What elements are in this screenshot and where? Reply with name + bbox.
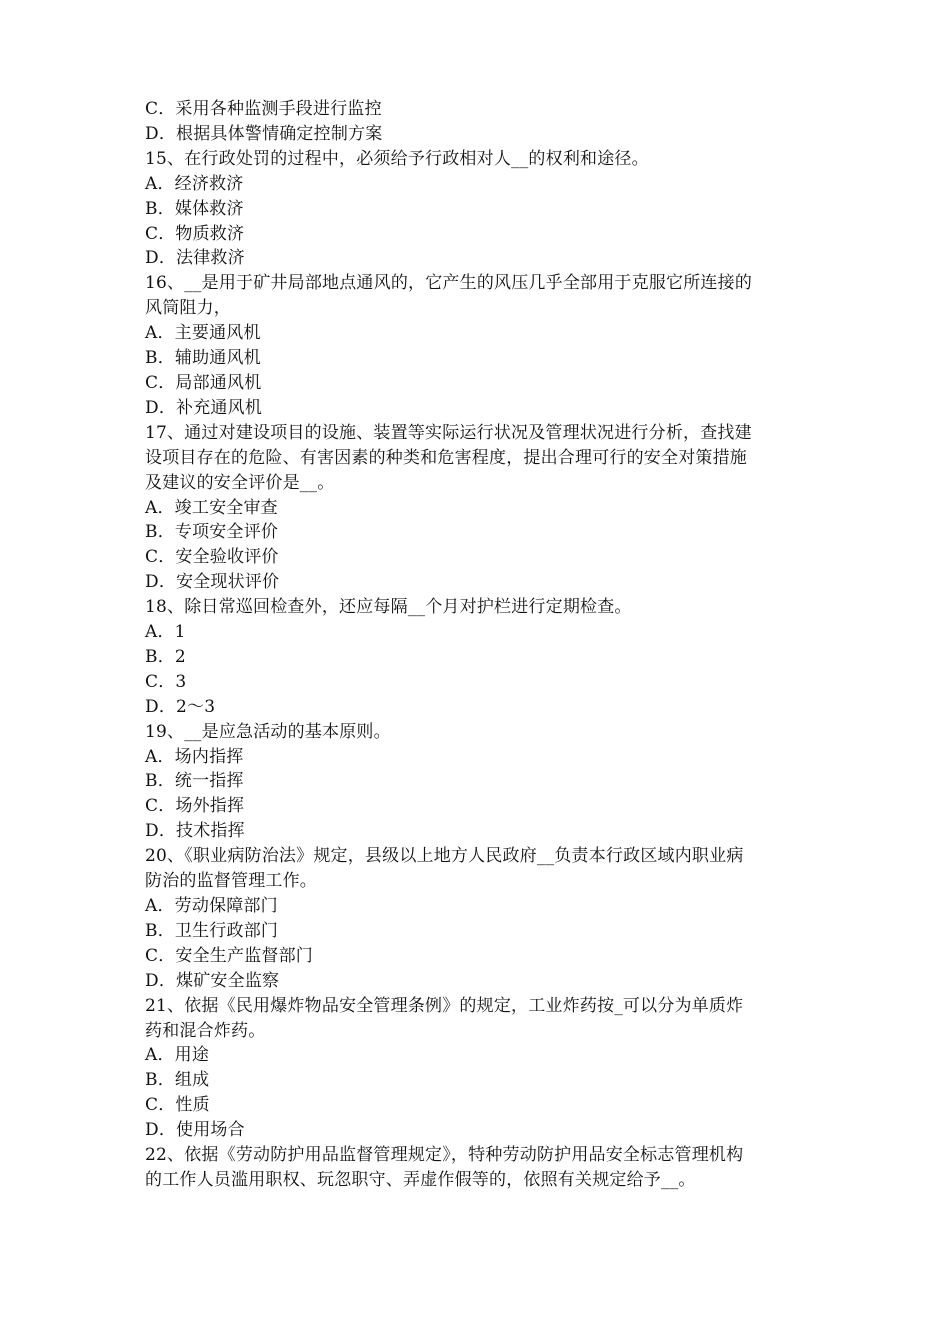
question-line: 的工作人员滥用职权、玩忽职守、弄虚作假等的，依照有关规定给予__。 (145, 1169, 696, 1190)
option-line: B．辅助通风机 (145, 348, 261, 369)
option-line: C．3 (145, 671, 187, 692)
option-line: C．安全验收评价 (145, 547, 279, 568)
question-line: 防治的监督管理工作。 (145, 871, 317, 892)
option-line: D．补充通风机 (145, 397, 263, 418)
question-line: 风筒阻力， (145, 298, 231, 319)
option-line: A．用途 (145, 1045, 210, 1066)
question-line: 19、__是应急活动的基本原则。 (145, 721, 391, 742)
question-line: 16、__是用于矿井局部地点通风的，它产生的风压几乎全部用于克服它所连接的 (145, 273, 753, 294)
question-line: 21、依据《民用爆炸物品安全管理条例》的规定，工业炸药按_可以分为单质炸 (145, 995, 744, 1016)
option-line: C．采用各种监测手段进行监控 (145, 99, 382, 119)
question-line: 设项目存在的危险、有害因素的种类和危害程度，提出合理可行的安全对策措施 (145, 447, 747, 468)
question-line: 药和混合炸药。 (145, 1020, 266, 1041)
question-line: 15、在行政处罚的过程中，必须给予行政相对人__的权利和途径。 (145, 148, 649, 169)
option-line: D．煤矿安全监察 (145, 970, 280, 991)
option-line: B．2 (145, 646, 186, 667)
option-line: D．法律救济 (145, 248, 245, 269)
option-line: A．1 (145, 622, 186, 643)
option-line: A．竣工安全审查 (145, 497, 278, 518)
option-line: B．专项安全评价 (145, 522, 279, 543)
question-line: 17、通过对建设项目的设施、装置等实际运行状况及管理状况进行分析，查找建 (145, 422, 752, 443)
option-line: C．局部通风机 (145, 372, 262, 393)
document-body (145, 97, 810, 1193)
question-line: 及建议的安全评价是__。 (145, 472, 335, 493)
option-line: A．劳动保障部门 (145, 896, 278, 916)
option-line: C．安全生产监督部门 (145, 945, 314, 966)
option-line: D．使用场合 (145, 1120, 245, 1141)
option-line: D．技术指挥 (145, 821, 245, 842)
option-line: C．物质救济 (145, 223, 245, 244)
question-line: 18、除日常巡回检查外，还应每隔__个月对护栏进行定期检查。 (145, 597, 632, 618)
option-line: B．卫生行政部门 (145, 920, 279, 941)
option-line: B．组成 (145, 1070, 210, 1091)
question-line: 22、依据《劳动防护用品监督管理规定》，特种劳动防护用品安全标志管理机构 (145, 1145, 744, 1166)
option-line: D．2～3 (145, 696, 216, 717)
option-line: A．场内指挥 (145, 746, 244, 767)
option-line: C．场外指挥 (145, 796, 245, 817)
option-line: A．主要通风机 (145, 323, 261, 344)
option-line: B．媒体救济 (145, 198, 244, 219)
option-line: B．统一指挥 (145, 771, 244, 792)
option-line: A．经济救济 (145, 173, 244, 194)
option-line: D．根据具体警情确定控制方案 (145, 123, 383, 144)
question-line: 20、《职业病防治法》规定，县级以上地方人民政府__负责本行政区域内职业病 (145, 846, 744, 867)
option-line: D．安全现状评价 (145, 572, 280, 593)
option-line: C．性质 (145, 1095, 210, 1116)
